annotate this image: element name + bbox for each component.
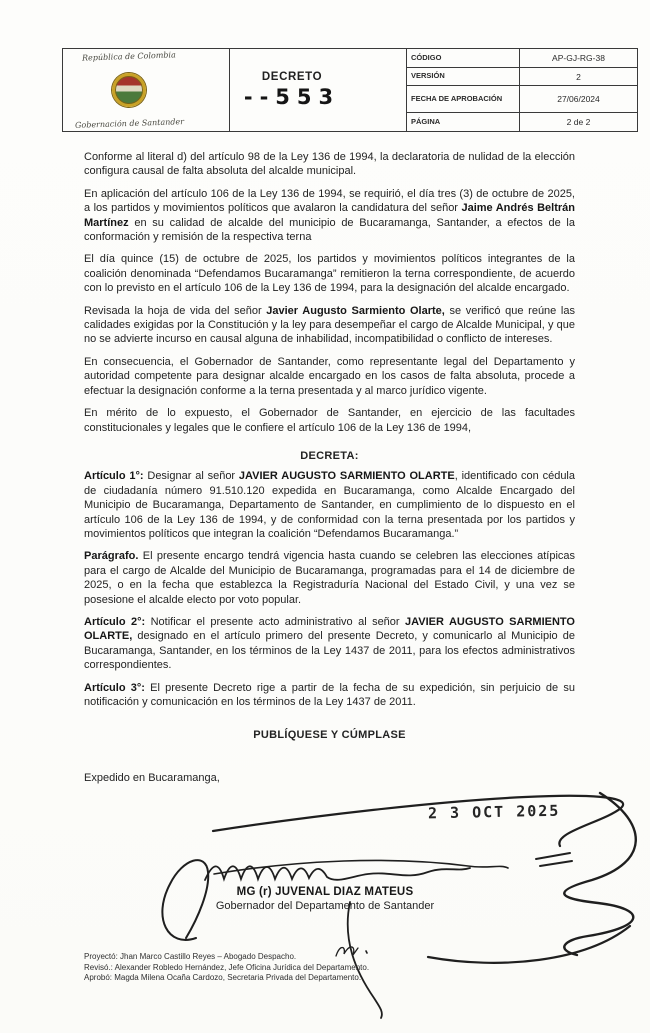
signer-name: MG (r) JUVENAL DIAZ MATEUS [236,886,414,898]
meta-label: PÁGINA [407,113,520,131]
governorate-script-text: Gobernación de Santander [74,117,184,130]
body-paragraph: En aplicación del artículo 106 de la Ley 136 de 1994, se requirió, el día tres (3) de octubre de 2025, a los partidos y movimientos políticos que avalaron la candidatura del señor Jaime Andrés Beltrán Martínez en su calidad de alcalde del municipio de Bucaramanga, Santander, a efectos de la conformación y remisión de la respectiva terna [84,187,575,244]
article-2-paragraph: Artículo 2°: Notificar el presente acto administrativo al señor JAVIER AUGUSTO SARMIENTO OLARTE, designado en el artículo primero del presente Decreto, y comunicarlo al Municipio de Bucaramanga, Santander, en los términos de la Ley 1437 de 2011, para los efectos administrativos correspondientes. [84,615,575,672]
meta-value: 27/06/2024 [520,86,637,113]
body-paragraph: El día quince (15) de octubre de 2025, los partidos y movimientos políticos integrantes de la coalición denominada “Defendamos Bucaramanga” remitieron la terna correspondiente, de acuerdo con lo previsto en el artículo 106 de la Ley 136 de 1994, para la designación del alcalde encargado. [84,253,575,295]
republic-script-text: República de Colombia [81,50,177,63]
footer-line-proyecto: Proyectó: Jhan Marco Castillo Reyes – Abogado Despacho. [84,952,297,961]
header-title-cell [230,49,406,131]
body-paragraph: Conforme al literal d) del artículo 98 de la Ley 136 de 1994, la declaratoria de nulidad de la elección configura causal de falta absoluta del alcalde municipal. [84,151,575,178]
decreta-heading: DECRETA: [300,449,359,462]
body-paragraph: En consecuencia, el Gobernador de Santander, como representante legal del Departamento y autoridad competente para designar alcalde encargado en los casos de falta absoluta, procede a efectuar la designación conforme a la terna presentada y al marco jurídico vigente. [84,355,575,397]
meta-label: VERSIÓN [407,68,520,86]
meta-value: AP-GJ-RG-38 [520,49,637,68]
paragrafo-paragraph: Parágrafo. El presente encargo tendrá vigencia hasta cuando se celebren las elecciones atípicas para el cargo de Alcalde del Municipio de Bucaramanga, programadas para el 14 de diciembre de 2025, o en la fecha que establezca la Registraduría Nacional del Estado Civil, y una vez se posesione el alcalde electo por voto popular. [84,550,576,606]
footer-line-aprobo: Aprobó: Magda Milena Ocaña Cardozo, Secretaria Privada del Departamento. [84,973,362,982]
signer-title: Gobernador del Departamento de Santander [215,900,435,912]
signature-block [140,886,510,912]
decree-number-stamp: --553 [243,85,341,109]
header-table [62,48,638,132]
meta-value: 2 [520,68,637,86]
footer-credits [84,952,369,984]
decree-title: DECRETO [261,71,323,83]
article-3-paragraph: Artículo 3°: El presente Decreto rige a partir de la fecha de su expedición, sin perjuicio de su notificación y comunicación en los términos de la Ley 1437 de 2011. [84,681,575,708]
body-paragraph: Revisada la hoja de vida del señor Javier Augusto Sarmiento Olarte, se verificó que reúne las calidades exigidas por la Constitución y la ley para desempeñar el cargo de Alcalde Municipal, y que no se advierte incurso en causal alguna de inhabilidad, incompatibilidad o conflicto de intereses. [84,304,575,346]
article-1-paragraph: Artículo 1°: Designar al señor JAVIER AUGUSTO SARMIENTO OLARTE, identificado con cédula de ciudadanía número 91.510.120 expedida en Bucaramanga, como Alcalde Encargado del Municipio de Bucaramanga, Departamento de Santander, en cumplimiento de lo dispuesto en el artículo 106 de la Ley 136 de 1994, y de conformidad con la terna presentada por los partidos y movimientos políticos que integran la coalición “Defendamos Bucaramanga.” [84,470,575,540]
coat-of-arms-icon [112,73,146,107]
meta-value: 2 de 2 [566,117,591,127]
meta-label: CÓDIGO [407,49,520,68]
header-meta-table [406,49,637,131]
date-stamp: 2 3 OCT 2025 [427,801,561,823]
meta-label: FECHA DE APROBACIÓN [407,86,520,113]
header-entity-cell [63,49,230,131]
issued-line: Expedido en Bucaramanga, [84,771,220,784]
decree-body [84,150,575,785]
publiquese-heading: PUBLÍQUESE Y CÚMPLASE [253,729,406,742]
footer-line-reviso: Revisó.: Alexander Robledo Hernández, Jefe Oficina Jurídica del Departamento. [84,962,370,972]
body-paragraph: En mérito de lo expuesto, el Gobernador de Santander, en ejercicio de las facultades constitucionales y legales que le confiere el artículo 106 de la Ley 136 de 1994, [84,407,575,434]
